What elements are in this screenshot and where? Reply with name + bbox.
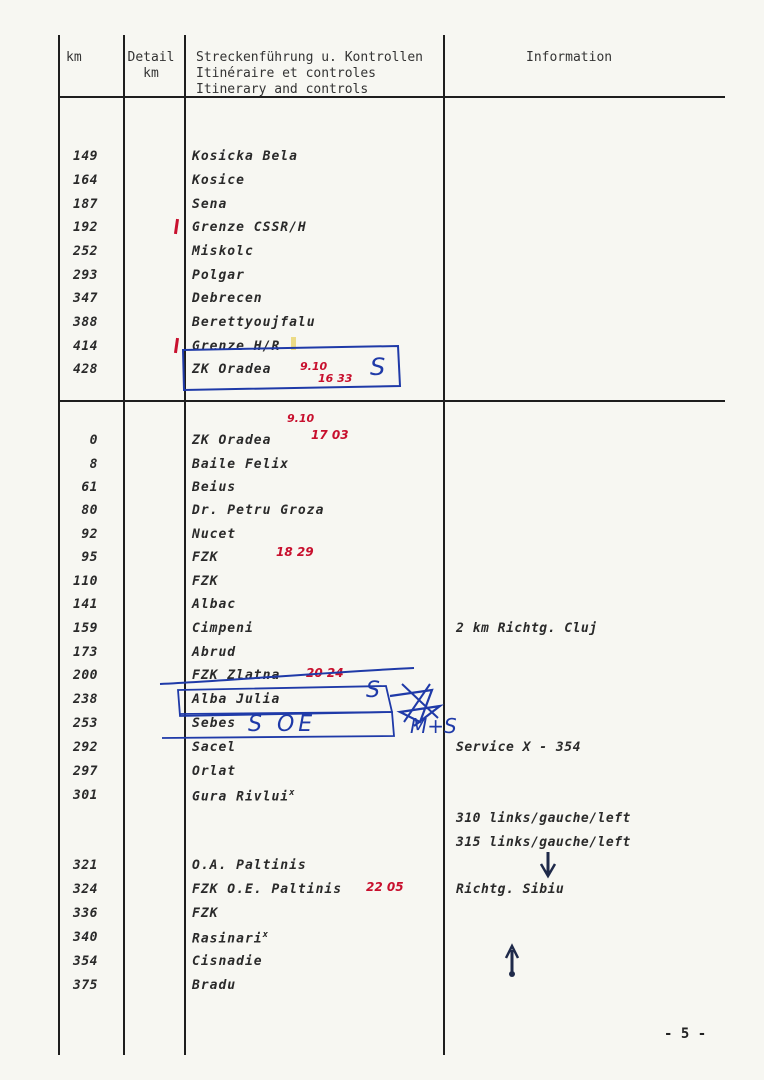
column-rule-detail xyxy=(184,35,186,1055)
handwritten-soe: S OE xyxy=(248,712,317,737)
header-route-line1: Streckenführung u. Kontrollen xyxy=(196,50,423,65)
km-value: 414 xyxy=(73,339,98,354)
place-name: Debrecen xyxy=(192,291,263,306)
place-name: Cimpeni xyxy=(192,621,254,636)
km-value: 388 xyxy=(73,315,98,330)
place-name: Orlat xyxy=(192,764,237,779)
header-km: km xyxy=(66,50,82,65)
place-name: Kosice xyxy=(192,173,245,188)
km-value: 110 xyxy=(73,574,98,589)
handwritten-date: 9.10 xyxy=(287,412,315,425)
header-detail-line2: km xyxy=(143,66,159,81)
km-value: 95 xyxy=(81,550,98,565)
handwritten-time: 20 24 xyxy=(306,666,344,680)
header-route-line3: Itinerary and controls xyxy=(196,82,369,97)
handwritten-stamp-s: S xyxy=(366,678,380,703)
place-name: FZK xyxy=(192,906,219,921)
km-value: 238 xyxy=(73,692,98,707)
header-route-line2: Itinéraire et controles xyxy=(196,66,377,81)
place-name: Bradu xyxy=(192,978,237,993)
km-value: 292 xyxy=(73,740,98,755)
place-name: Cisnadie xyxy=(192,954,263,969)
km-value: 347 xyxy=(73,291,98,306)
header-detail xyxy=(126,50,176,82)
place-name: Abrud xyxy=(192,645,237,660)
km-value: 149 xyxy=(73,149,98,164)
column-rule-route xyxy=(443,35,445,1055)
info-text: Richtg. Sibiu xyxy=(456,882,565,897)
km-value: 354 xyxy=(73,954,98,969)
km-value: 173 xyxy=(73,645,98,660)
place-name: Grenze H/R xyxy=(192,339,281,354)
km-value: 159 xyxy=(73,621,98,636)
info-text: 2 km Richtg. Cluj xyxy=(456,621,598,636)
km-value: 253 xyxy=(73,716,98,731)
header-information: Information xyxy=(526,50,613,65)
place-name-text: Rasinari xyxy=(192,931,263,947)
km-value: 301 xyxy=(73,788,98,803)
info-text: Service X - 354 xyxy=(456,740,581,755)
km-value: 187 xyxy=(73,197,98,212)
header-route xyxy=(196,50,423,98)
place-name: Grenze CSSR/H xyxy=(192,220,307,235)
handwritten-time: 18 29 xyxy=(276,545,314,559)
page-number: - 5 - xyxy=(664,1026,707,1042)
handwritten-date: 9.10 xyxy=(300,360,328,373)
highlighter-mark xyxy=(291,337,296,350)
place-name: Dr. Petru Groza xyxy=(192,503,325,518)
km-value: 92 xyxy=(81,527,98,542)
place-name: Sena xyxy=(192,197,228,212)
place-name: ZK Oradea xyxy=(192,362,272,377)
km-value: 324 xyxy=(73,882,98,897)
info-text: 310 links/gauche/left xyxy=(456,811,631,826)
place-name: Albac xyxy=(192,597,237,612)
place-name: Berettyoujfalu xyxy=(192,315,316,330)
handwritten-stamp-s: S xyxy=(370,353,386,381)
place-name: Baile Felix xyxy=(192,457,290,472)
km-value: 164 xyxy=(73,173,98,188)
km-value: 340 xyxy=(73,930,98,945)
km-value: 252 xyxy=(73,244,98,259)
place-name: O.A. Paltinis xyxy=(192,858,307,873)
km-value: 61 xyxy=(81,480,98,495)
km-value: 321 xyxy=(73,858,98,873)
km-value: 375 xyxy=(73,978,98,993)
place-name: FZK Zlatna xyxy=(192,668,281,683)
place-name: Polgar xyxy=(192,268,245,283)
section-rule xyxy=(58,400,725,402)
place-name: Beius xyxy=(192,480,237,495)
place-name xyxy=(192,930,269,946)
place-name-text: Gura Rivlui xyxy=(192,789,290,805)
km-value: 428 xyxy=(73,362,98,377)
handwritten-mts: M+S xyxy=(410,714,457,738)
km-value: 141 xyxy=(73,597,98,612)
header-detail-line1: Detail xyxy=(127,50,175,65)
place-name: FZK xyxy=(192,574,219,589)
superscript-mark: x xyxy=(289,788,296,798)
km-value: 293 xyxy=(73,268,98,283)
place-name: Sacel xyxy=(192,740,237,755)
place-name: Miskolc xyxy=(192,244,254,259)
red-tick-border xyxy=(174,219,179,234)
info-text: 315 links/gauche/left xyxy=(456,835,631,850)
place-name: Sebes xyxy=(192,716,237,731)
place-name: ZK Oradea xyxy=(192,433,272,448)
km-value: 297 xyxy=(73,764,98,779)
place-name: Nucet xyxy=(192,527,237,542)
place-name: FZK O.E. Paltinis xyxy=(192,882,343,897)
column-rule-km xyxy=(123,35,125,1055)
place-name: Kosicka Bela xyxy=(192,149,298,164)
km-value: 8 xyxy=(89,457,98,472)
km-value: 80 xyxy=(81,503,98,518)
km-value: 336 xyxy=(73,906,98,921)
km-value: 200 xyxy=(73,668,98,683)
handwritten-time: 17 03 xyxy=(311,428,349,442)
column-rule-left xyxy=(58,35,60,1055)
superscript-mark: x xyxy=(262,930,270,940)
place-name xyxy=(192,788,296,804)
handwritten-time: 22 05 xyxy=(366,880,404,894)
place-name: FZK xyxy=(192,550,219,565)
km-value: 0 xyxy=(89,433,98,448)
km-value: 192 xyxy=(73,220,98,235)
handwritten-time: 16 33 xyxy=(318,372,353,385)
red-tick-border xyxy=(174,338,179,353)
place-name: Alba Julia xyxy=(192,692,281,707)
